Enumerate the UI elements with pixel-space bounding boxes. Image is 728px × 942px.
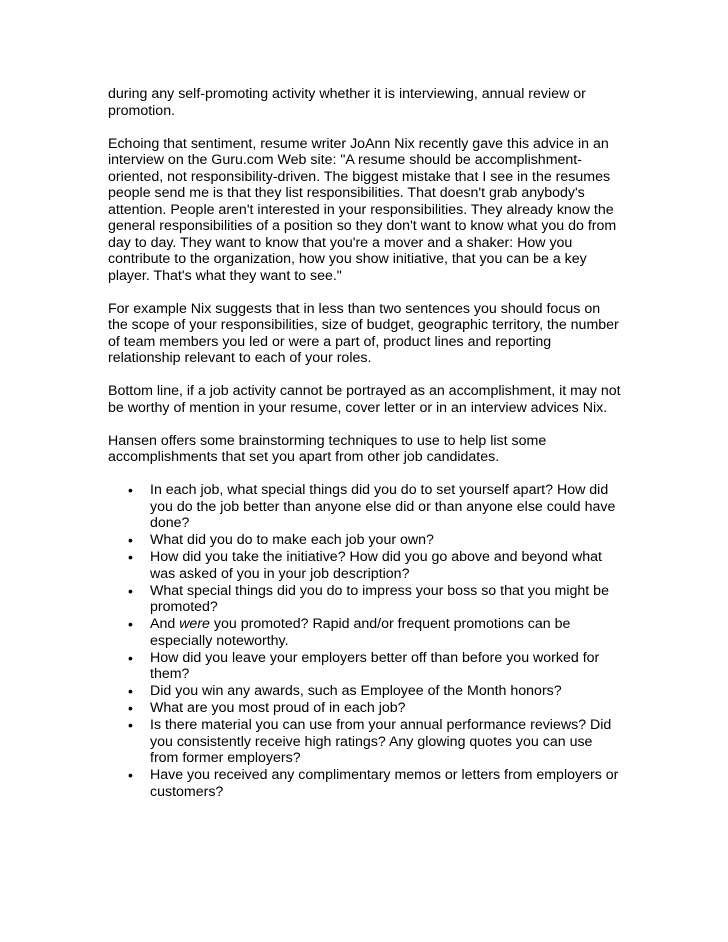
list-item-text: In each job, what special things did you do to set yourself apart? How did you do the job better than anyone else did or than anyone else could have done?	[150, 482, 616, 531]
bullet-glyph: •	[128, 700, 133, 716]
list-item-text: Is there material you can use from your annual performance reviews? Did you consistently receive high ratings? Any glowing quotes you can use from former employers?	[150, 717, 612, 766]
list-item	[108, 532, 623, 549]
brainstorming-list	[108, 482, 623, 800]
list-item-text: What special things did you do to impress your boss so that you might be promoted?	[150, 582, 609, 615]
paragraph-hansen-intro: Hansen offers some brainstorming techniques to use to help list some accomplishments that set you apart from other job candidates.	[108, 432, 547, 465]
bullet-glyph: •	[128, 482, 133, 498]
list-item	[108, 700, 623, 717]
bullet-glyph: •	[128, 649, 133, 666]
paragraph-continuation: during any self-promoting activity whether it is interviewing, annual review or promotion.	[108, 86, 586, 119]
list-item	[108, 717, 623, 767]
bullet-glyph: •	[128, 616, 133, 632]
paragraph-bottom-line: Bottom line, if a job activity cannot be portrayed as an accomplishment, it may not be worthy of mention in your resume, cover letter or in an interview advices Nix.	[108, 383, 621, 416]
bullet-glyph: •	[128, 549, 133, 565]
bullet-glyph: •	[128, 717, 133, 733]
bullet-glyph: •	[128, 683, 133, 699]
paragraph-nix-example: For example Nix suggests that in less than two sentences you should focus on the scope of your responsibilities, size of budget, geographic territory, the number of team members you led or were a part of, product lines and reporting relationship relevant to each of your roles.	[108, 300, 619, 366]
list-item	[108, 767, 623, 800]
bullet-glyph: •	[128, 767, 133, 783]
list-item	[108, 683, 623, 700]
bullet-glyph: •	[128, 582, 133, 599]
list-item	[108, 616, 623, 649]
list-item-text: Have you received any complimentary memos or letters from employers or customers?	[150, 767, 619, 800]
paragraph-nix-quote: Echoing that sentiment, resume writer JoAnn Nix recently gave this advice in an interview on the Guru.com Web site: "A resume should be accomplishment-oriented, not responsibility-driven. The biggest mistake that I see in the resumes people send me is that they list responsibilities. That doesn't grab anybody's attention. People aren't interested in your responsibilities. They already know the general responsibilities of a position so they don't want to know what you do from day to day. They want to know that you're a mover and a shaker: How you contribute to the organization, how you show initiative, that you can be a key player. That's what they want to see."	[108, 135, 617, 284]
list-item	[108, 650, 623, 683]
list-item	[108, 583, 623, 616]
emphasis-were: were	[179, 616, 210, 632]
document-page	[108, 86, 623, 801]
list-item-text: How did you take the initiative? How did you go above and beyond what was asked of you in your job description?	[150, 549, 602, 582]
bullet-glyph: •	[128, 532, 133, 548]
list-item-text-suffix: you promoted? Rapid and/or frequent promotions can be especially noteworthy.	[150, 616, 571, 649]
list-item-text-prefix: And	[150, 616, 180, 632]
list-item-text: What are you most proud of in each job?	[150, 700, 406, 716]
list-item-text: What did you do to make each job your own?	[150, 532, 434, 548]
list-item	[108, 482, 623, 532]
list-item-text: Did you win any awards, such as Employee of the Month honors?	[150, 683, 562, 699]
list-item-text: How did you leave your employers better off than before you worked for them?	[150, 649, 600, 682]
list-item	[108, 549, 623, 582]
list-item-text	[150, 616, 570, 649]
